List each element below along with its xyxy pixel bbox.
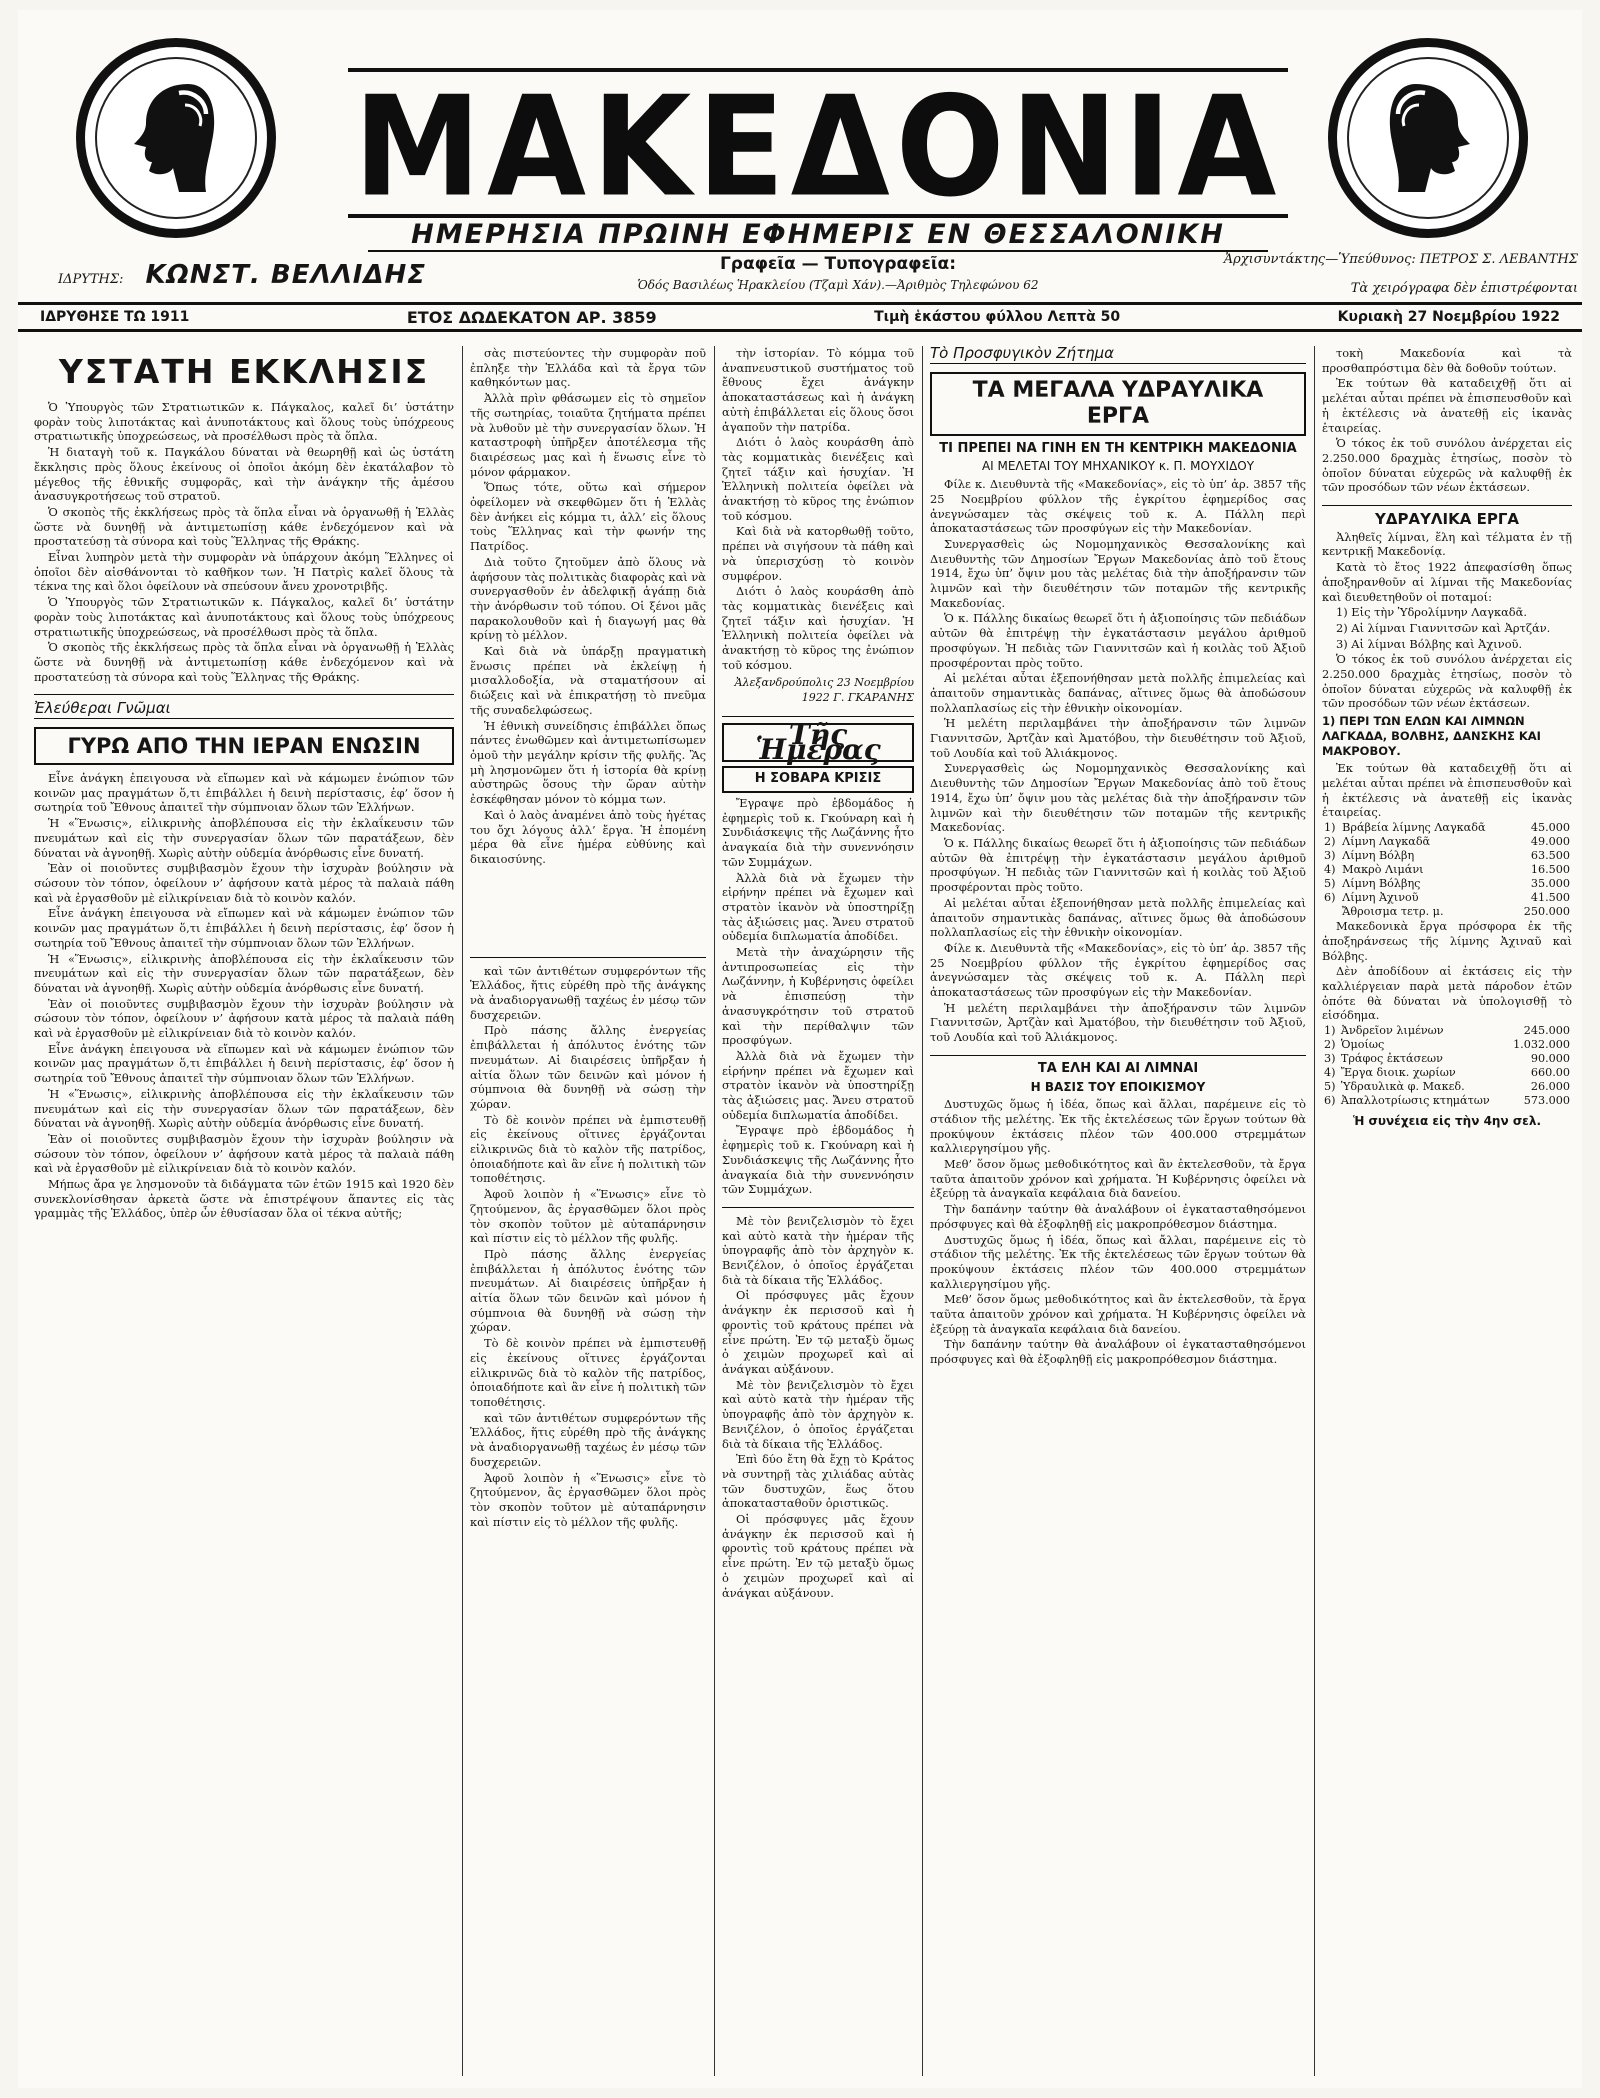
paragraph: Μακεδονικὰ ἔργα πρόσφορα ἐκ τῆς ἀποξηράνσεως τῆς λίμνης Ἀχιναῦ καὶ Βόλβης. bbox=[1322, 919, 1572, 963]
paragraph: Ἀλλὰ πρὶν φθάσωμεν εἰς τὸ σημεῖον τῆς σωτηρίας, τοιαῦτα ζητήματα πρέπει νὰ λυθοῦν μὲ τὴν συνεργασίαν ὅλων. Ἡ καταστροφὴ ὑπῆρξεν ἀποτέλεσμα τῆς διαιρέσεως μας καὶ ἡ ἕνωσις εἶνε τὸ μόνον φάρμακον. bbox=[470, 391, 706, 479]
paragraph: Τὴν δαπάνην ταύτην θὰ ἀναλάβουν οἱ ἐγκατασταθησόμενοι πρόσφυγες καὶ θὰ ἐξοφληθῇ εἰς μακροπρόθεσμον διάστημα. bbox=[930, 1202, 1306, 1231]
article-signature: Ἀλεξανδρούπολις 23 Νοεμβρίου 1922 Γ. ΓΚΑΡΑΝΗΣ bbox=[734, 676, 914, 705]
paragraph: Μήπως ἄρα γε λησμονοῦν τὰ διδάγματα τῶν ἐτῶν 1915 καὶ 1920 δὲν συνεκλονίσθησαν ἀρκετὰ ὥστε νὰ ἐπιστρέψουν ἅπαντες εἰς τὰς γραμμὰς τῆς Ἑλλάδος, ὑπὲρ ὧν ἐθυσίασαν ὅλα οἱ τέκνα αὐτῆς; bbox=[34, 1177, 454, 1221]
column-rule bbox=[714, 346, 715, 2076]
row-value: 1.032.000 bbox=[1513, 1038, 1570, 1052]
paragraph: Ἡ ἐθνικὴ συνείδησις ἐπιβάλλει ὅπως πάντες ἐνωθῶμεν καὶ ἀντιμετωπίσωμεν ὁμοῦ τὴν μεγάλην κρίσιν τῆς φυλῆς. Ἂς μὴ λησμονῶμεν ὅτι ἡ ἱστορία θὰ κρίνῃ αὐστηρῶς ὅσους τὴν ὥραν αὐτὴν ἐσκέφθησαν μόνον τὸ κόμμα των. bbox=[470, 718, 706, 807]
cost-table-2 bbox=[1322, 1024, 1572, 1108]
paragraph: Δὲν ἀποδίδουν αἱ ἐκτάσεις εἰς τὴν καλλιέργειαν παρὰ μετὰ πάροδον ἐτῶν ὁπότε θὰ δύναται νὰ ὑπολογισθῇ τὸ εἰσόδημα. bbox=[1322, 964, 1572, 1023]
article-subheadline: Η ΒΑΣΙΣ ΤΟΥ ΕΠΟΙΚΙΣΜΟΥ bbox=[1030, 1079, 1206, 1094]
paragraph: Δυστυχῶς ὅμως ἡ ἰδέα, ὅπως καὶ ἄλλαι, παρέμεινε εἰς τὸ στάδιον τῆς μελέτης. Ἐκ τῆς ἐκτελέσεως τῶν ἔργων τούτων θὰ προκύψουν ἐκτάσεις πλέον τῶν 400.000 στρεμμάτων καλλιεργησίμου γῆς. bbox=[930, 1232, 1306, 1291]
paragraph: Φίλε κ. Διευθυντὰ τῆς «Μακεδονίας», εἰς τὸ ὑπ’ ἀρ. 3857 τῆς 25 Νοεμβρίου φύλλον τῆς ἐγκρίτου ἐφημερίδος σας ἀνεγνώσαμεν τὰς σκέψεις τοῦ κ. Α. Πάλλη περὶ ἀποκαταστάσεως τῶν προσφύγων εἰς τὴν Μακεδονίαν. bbox=[930, 940, 1306, 1000]
paragraph: Μὲ τὸν βενιζελισμὸν τὸ ἔχει καὶ αὐτὸ κατὰ τὴν ἡμέραν τῆς ὑπογραφῆς ἀπὸ τὸν ἀρχηγὸν κ. Βενιζέλον, ὁ ὁποῖος ἐργάζεται διὰ τὰ δίκαια τῆς Ἑλλάδος. bbox=[722, 1213, 914, 1287]
paragraph: Ἀλλὰ διὰ νὰ ἔχωμεν τὴν εἰρήνην πρέπει νὰ ἔχωμεν καὶ στρατὸν ἱκανὸν νὰ ὑποστηρίξῃ τὰς ἀξιώσεις μας. Ἄνευ στρατοῦ οὐδεμία διπλωματία ἀποδίδει. bbox=[722, 1048, 914, 1122]
paragraph: Ἡ διαταγὴ τοῦ κ. Παγκάλου δύναται νὰ θεωρηθῇ καὶ ὡς ὑστάτη ἔκκλησις πρὸς ὅλους ἐκείνους οἱ ὁποῖοι ἀκόμη δὲν ἐκατάλαβον τὸ μέγεθος τῆς ἐθνικῆς συμφορᾶς, καὶ τὴν ἀνάγκην τῆς ἀμέσου ἀνασυγκροτήσεως τοῦ στρατοῦ. bbox=[34, 445, 454, 504]
column-rule bbox=[462, 346, 463, 2076]
paragraph: τοκὴ Μακεδονία καὶ τὰ προσθαπρόστιμα δὲν θὰ δοθοῦν τούτων. bbox=[1322, 346, 1572, 375]
row-label: Ὁμοίως bbox=[1340, 1038, 1385, 1052]
row-number: 1) bbox=[1324, 821, 1336, 835]
section-rubric: Τῆς Ἡμέρας bbox=[722, 723, 914, 762]
paragraph: Εἶνε ἀνάγκη ἐπειγουσα νὰ εἴπωμεν καὶ νὰ κάμωμεν ἐνώπιον τῶν κοινῶν μας πραγμάτων ὅ,τι ἐπιβάλλει ἡ δεινὴ περίστασις, ἐφ’ ὅσον ἡ σωτηρία τοῦ Ἔθνους ἀπαιτεῖ τὴν σύμπνοιαν ὅλων τῶν Ἑλλήνων. bbox=[34, 771, 454, 815]
row-value: 16.500 bbox=[1530, 863, 1570, 877]
paragraph: Οἱ πρόσφυγες μᾶς ἔχουν ἀνάγκην ἐκ περισσοῦ καὶ ἡ φροντὶς τοῦ κράτους πρέπει νὰ εἶνε πρώτη. Ἐν τῷ μεταξὺ ὅμως ὁ χειμὼν προχωρεῖ καὶ αἱ ἀνάγκαι αὐξάνουν. bbox=[722, 1512, 914, 1600]
paragraph: Αἱ μελέται αὗται ἐξεπονήθησαν μετὰ πολλῆς ἐπιμελείας καὶ ἀπαιτοῦν σημαντικὰς δαπάνας, αἵτινες ὅμως θὰ ἀποδώσουν πολλαπλασίως εἰς τὴν ἐθνικὴν οἰκονομίαν. bbox=[930, 895, 1306, 940]
paragraph: Διότι ὁ λαὸς κουράσθη ἀπὸ τὰς κομματικὰς διενέξεις καὶ ζητεῖ τάξιν καὶ ἡσυχίαν. Ἡ Ἑλληνικὴ πολιτεία ὀφείλει νὰ ἀνακτήσῃ τὸ κῦρος της ἐνώπιον τοῦ κόσμου. bbox=[722, 584, 914, 672]
newspaper-page bbox=[18, 10, 1582, 2088]
article-headline: ΥΔΡΑΥΛΙΚΑ ΕΡΓΑ bbox=[1375, 510, 1519, 529]
row-number: 2) bbox=[1324, 835, 1336, 849]
section-rubric: Ἐλεύθεραι Γνῶμαι bbox=[34, 701, 454, 719]
paragraph: Ὁ σκοπὸς τῆς ἐκκλήσεως πρὸς τὰ ὅπλα εἶναι νὰ ὀργανωθῇ ἡ Ἑλλὰς ὥστε νὰ δυνηθῇ νὰ ἀντιμετωπίσῃ κάθε ἐνδεχόμενον καὶ νὰ προστατεύσῃ τὰ σύνορα καὶ τοὺς Ἕλληνας τῆς Θράκης. bbox=[34, 504, 454, 549]
table-row bbox=[1322, 835, 1572, 849]
total-label: Ἄθροισμα τετρ. μ. bbox=[1342, 905, 1444, 919]
list-line: 3) Αἱ λίμναι Βόλβης καὶ Ἀχινοῦ. bbox=[1336, 636, 1523, 651]
paragraph: Εἶναι λυπηρὸν μετὰ τὴν συμφορὰν νὰ ὑπάρχουν ἀκόμη Ἕλληνες οἱ ὁποῖοι δὲν αἰσθάνονται τὸ καθῆκον των. Ἡ Πατρὶς καλεῖ ὅλους τὰ τέκνα της καὶ ὅλοι ὀφείλουν νὰ σπεύσουν ἄνευ χρονοτριβῆς. bbox=[34, 550, 454, 594]
paragraph: Συνεργασθεὶς ὡς Νομομηχανικὸς Θεσσαλονίκης καὶ Διευθυντὴς τῶν Δημοσίων Ἔργων Μακεδονίας ἀπὸ τοῦ ἔτους 1914, ἔχω ὑπ’ ὄψιν μου τὰς μελέτας διὰ τὴν ἀποξήρανσιν τῶν λιμνῶν καὶ τὴν διευθέτησιν τῶν ποταμῶν τῆς κεντρικῆς Μακεδονίας. bbox=[930, 761, 1306, 835]
row-number: 1) bbox=[1324, 1024, 1336, 1038]
row-label: Ἀπαλλοτρίωσις κτημάτων bbox=[1340, 1094, 1490, 1108]
paragraph: Τὸ δὲ κοινὸν πρέπει νὰ ἐμπιστευθῇ εἰς ἐκείνους οἵτινες ἐργάζονται εἰλικρινῶς διὰ τὸ καλὸν τῆς πατρίδος, ὁποιαδήποτε καὶ ἂν εἶνε ἡ πολιτικὴ τῶν τοποθέτησις. bbox=[470, 1112, 706, 1186]
table-row bbox=[1322, 877, 1572, 891]
row-value: 45.000 bbox=[1530, 821, 1570, 835]
article-byline: ΑΙ ΜΕΛΕΤΑΙ ΤΟΥ ΜΗΧΑΝΙΚΟΥ κ. Π. ΜΟΥΧΙΔΟΥ bbox=[981, 459, 1255, 474]
list-heading: 1) ΠΕΡΙ ΤΩΝ ΕΛΩΝ ΚΑΙ ΛΙΜΝΩΝ ΛΑΓΚΑΔΑ, ΒΟΛΒΗΣ, ΔΑΝΣΚΗΣ ΚΑΙ ΜΑΚΡΟΒΟΥ. bbox=[1322, 714, 1541, 758]
paragraph: σὰς πιστεύοντες τὴν συμφορὰν ποῦ ἐπληξε τὴν Ἑλλάδα καὶ τὰ ἔργα τῶν καθηκόντων μας. bbox=[470, 346, 706, 390]
newspaper-subtitle: ΗΜΕΡΗΣΙΑ ΠΡΩΙΝΗ ΕΦΗΜΕΡΙΣ ΕΝ ΘΕΣΣΑΛΟΝΙΚΗ bbox=[368, 218, 1268, 252]
paragraph: τὴν ἱστορίαν. Τὸ κόμμα τοῦ ἀναπνευστικοῦ συστήματος τοῦ ἔθνους ἔχει ἀνάγκην ἀποκαταστάσεως καὶ ἡ ἀνάγκη αὐτὴ ἐπιβάλλεται εἰς ὅλους ὅσοι ἀγαποῦν τὴν πατρίδα. bbox=[722, 346, 914, 434]
paragraph: Ὁ Ὑπουργὸς τῶν Στρατιωτικῶν κ. Πάγκαλος, καλεῖ δι’ ὑστάτην φορὰν τοὺς λιποτάκτας καὶ ἀνυποτάκτους καὶ ὅλους τοὺς ὑπόχρεους στρατιωτικῆς ὑποχρεώσεως, νὰ προσέλθωσι πρὸς τὰ ὅπλα. bbox=[34, 595, 454, 639]
paragraph: Οἱ πρόσφυγες μᾶς ἔχουν ἀνάγκην ἐκ περισσοῦ καὶ ἡ φροντὶς τοῦ κράτους πρέπει νὰ εἶνε πρώτη. Ἐν τῷ μεταξὺ ὅμως ὁ χειμὼν προχωρεῖ καὶ αἱ ἀνάγκαι αὐξάνουν. bbox=[722, 1288, 914, 1376]
paragraph: Ὁ κ. Πάλλης δικαίως θεωρεῖ ὅτι ἡ ἀξιοποίησις τῶν πεδιάδων αὐτῶν θὰ ἐπιτρέψῃ τὴν ἐγκατάστασιν μεγάλου ἀριθμοῦ προσφύγων. Ἡ πεδιὰς τῶν Γιαννιτσῶν καὶ ἡ κοιλὰς τοῦ Ἀξιοῦ προσφέρονται πρὸς τοῦτο. bbox=[930, 611, 1306, 670]
offices-block bbox=[558, 254, 1118, 292]
paragraph: Ὁ τόκος ἐκ τοῦ συνόλου ἀνέρχεται εἰς 2.250.000 δραχμὰς ἐτησίως, ποσὸν τὸ ὁποῖον δύναται εὐχερῶς νὰ καλυφθῇ ἐκ τῶν προσόδων τῶν νέων ἐκτάσεων. bbox=[1322, 652, 1572, 711]
table-total-row bbox=[1322, 905, 1572, 919]
founder-label: ΙΔΡΥΤΗΣ: bbox=[58, 272, 124, 287]
paragraph: Διότι ὁ λαὸς κουράσθη ἀπὸ τὰς κομματικὰς διενέξεις καὶ ζητεῖ τάξιν καὶ ἡσυχίαν. Ἡ Ἑλληνικὴ πολιτεία ὀφείλει νὰ ἀνακτήσῃ τὸ κῦρος της ἐνώπιον τοῦ κόσμου. bbox=[722, 435, 914, 523]
paragraph: Αἱ μελέται αὗται ἐξεπονήθησαν μετὰ πολλῆς ἐπιμελείας καὶ ἀπαιτοῦν σημαντικὰς δαπάνας, αἵτινες ὅμως θὰ ἀποδώσουν πολλαπλασίως εἰς τὴν ἐθνικὴν οἰκονομίαν. bbox=[930, 671, 1306, 715]
section-divider bbox=[1322, 505, 1572, 506]
right-coin-emblem bbox=[1328, 38, 1528, 238]
paragraph: Ἐὰν οἱ ποιοῦντες συμβιβασμὸν ἔχουν τὴν ἰσχυρὰν βούλησιν νὰ σώσουν τὸν τόπον, ὀφείλουν ν’ ἀφήσουν κατὰ μέρος τὰ παλαιὰ πάθη καὶ νὰ ἐργασθοῦν μὲ εἰλικρίνειαν διὰ τὸ κοινὸν καλόν. bbox=[34, 861, 454, 905]
row-number: 6) bbox=[1324, 1094, 1336, 1108]
row-number: 4) bbox=[1324, 863, 1336, 877]
article-headline: ΓΥΡΩ ΑΠΟ ΤΗΝ ΙΕΡΑΝ ΕΝΩΣΙΝ bbox=[34, 727, 454, 765]
offices-address: Ὁδός Βασιλέως Ἡρακλείου (Τζαμὶ Χάν).—Ἀριθμὸς Τηλεφώνου 62 bbox=[637, 278, 1039, 292]
masthead bbox=[18, 10, 1582, 327]
paragraph: Φίλε κ. Διευθυντὰ τῆς «Μακεδονίας», εἰς τὸ ὑπ’ ἀρ. 3857 τῆς 25 Νοεμβρίου φύλλον τῆς ἐγκρίτου ἐφημερίδος σας ἀνεγνώσαμεν τὰς σκέψεις τοῦ κ. Α. Πάλλη περὶ ἀποκαταστάσεως τῶν προσφύγων εἰς τὴν Μακεδονίαν. bbox=[930, 477, 1306, 536]
paragraph: Δυστυχῶς ὅμως ἡ ἰδέα, ὅπως καὶ ἄλλαι, παρέμεινε εἰς τὸ στάδιον τῆς μελέτης. Ἐκ τῆς ἐκτελέσεως τῶν ἔργων τούτων θὰ προκύψουν ἐκτάσεις πλέον τῶν 400.000 στρεμμάτων καλλιεργησίμου γῆς. bbox=[930, 1097, 1306, 1156]
paragraph: Ὅπως τότε, οὕτω καὶ σήμερον ὀφείλομεν νὰ σκεφθῶμεν ὅτι ἡ Ἑλλὰς δὲν ἀνήκει εἰς κόμμα τι, ἀλλ’ εἰς ὅλους τοὺς Ἕλληνας καὶ τὴν φωνήν της Πατρίδος. bbox=[470, 480, 706, 554]
paragraph: Ἀφοῦ λοιπὸν ἡ «Ἕνωσις» εἶνε τὸ ζητούμενον, ἂς ἐργασθῶμεν ὅλοι πρὸς τὸν σκοπὸν τοῦτον μὲ αὐταπάρνησιν καὶ πίστιν εἰς τὸ μέλλον τῆς φυλῆς. bbox=[470, 1470, 706, 1529]
left-coin-emblem bbox=[76, 38, 276, 238]
column-rule bbox=[922, 346, 923, 2076]
offices-title: Γραφεῖα — Τυπογραφεῖα: bbox=[719, 254, 957, 274]
article-headline: ΥΣΤΑΤΗ ΕΚΚΛΗΣΙΣ bbox=[58, 352, 430, 391]
editor-line: Ἀρχισυντάκτης—Ὑπεύθυνος: ΠΕΤΡΟΣ Σ. ΛΕΒΑΝΤΗΣ bbox=[1223, 252, 1578, 267]
article-headline: ΤΑ ΜΕΓΑΛΑ ΥΔΡΑΥΛΙΚΑ ΕΡΓΑ bbox=[930, 372, 1306, 436]
editor-block bbox=[1158, 252, 1578, 296]
issue-info-bar bbox=[18, 302, 1582, 332]
paragraph: Ἀληθεῖς λίμναι, ἕλη καὶ τέλματα ἐν τῇ κεντρικῇ Μακεδονίᾳ. bbox=[1322, 529, 1572, 559]
row-number: 5) bbox=[1324, 877, 1336, 891]
paragraph: Ἡ «Ἕνωσις», εἰλικρινὴς ἀποβλέπουσα εἰς τὴν ἐκλαΐκευσιν τῶν πνευμάτων καὶ εἰς τὴν συνεργασίαν ὅλων τῶν παρατάξεων, δὲν δύναται νὰ ἀγνοηθῇ. Χωρὶς αὐτὴν οὐδεμία ἀνόρθωσις εἶνε δυνατή. bbox=[34, 1086, 454, 1131]
row-label: Ἀνδρεῖον λιμένων bbox=[1340, 1024, 1444, 1038]
paragraph: Μεθ’ ὅσον ὅμως μεθοδικότητος καὶ ἂν ἐκτελεσθοῦν, τὰ ἔργα ταῦτα ἀπαιτοῦν χρόνον καὶ χρήματα. Ἡ Κυβέρνησις ὀφείλει νὰ ἐξεύρῃ τὰ ἀναγκαῖα κεφάλαια διὰ δανείου. bbox=[930, 1157, 1306, 1201]
row-number: 6) bbox=[1324, 891, 1336, 905]
paragraph: Ὁ σκοπὸς τῆς ἐκκλήσεως πρὸς τὰ ὅπλα εἶναι νὰ ὀργανωθῇ ἡ Ἑλλὰς ὥστε νὰ δυνηθῇ νὰ ἀντιμετωπίσῃ κάθε ἐνδεχόμενον καὶ νὰ προστατεύσῃ τὰ σύνορα καὶ τοὺς Ἕλληνας τῆς Θράκης. bbox=[34, 640, 454, 684]
paragraph: Ἐκ τούτων θὰ καταδειχθῇ ὅτι αἱ μελέται αὗται πρέπει νὰ ἐπισπευσθοῦν καὶ ἡ ἐκτέλεσις νὰ ἀνατεθῇ εἰς ἱκανὰς ἑταιρείας. bbox=[1322, 761, 1572, 820]
founded-year: ΙΔΡΥΘΗΣΕ ΤΩ 1911 bbox=[40, 309, 190, 325]
article-headline: ΤΑ ΕΛΗ ΚΑΙ ΑΙ ΛΙΜΝΑΙ bbox=[1037, 1060, 1199, 1076]
paragraph: Διὰ τοῦτο ζητοῦμεν ἀπὸ ὅλους νὰ ἀφήσουν τὰς πολιτικὰς διαφορὰς καὶ νὰ συνεργασθοῦν ἐν ἀδελφικῇ ἀγάπῃ διὰ τὴν ἀνόρθωσιν τοῦ τόπου. Οἱ ξένοι μᾶς παρακολουθοῦν καὶ ἡ διαγωγή μας θὰ κρίνῃ τὸ μέλλον. bbox=[470, 554, 706, 643]
table-row bbox=[1322, 891, 1572, 905]
paragraph: Ἐὰν οἱ ποιοῦντες συμβιβασμὸν ἔχουν τὴν ἰσχυρὰν βούλησιν νὰ σώσουν τὸν τόπον, ὀφείλουν ν’ ἀφήσουν κατὰ μέρος τὰ παλαιὰ πάθη καὶ νὰ ἐργασθοῦν μὲ εἰλικρίνειαν διὰ τὸ κοινὸν καλόν. bbox=[34, 996, 454, 1041]
row-number: 2) bbox=[1324, 1038, 1336, 1052]
section-divider bbox=[34, 694, 454, 695]
row-value: 41.500 bbox=[1530, 891, 1570, 905]
section-divider bbox=[722, 1207, 914, 1208]
table-row bbox=[1322, 1066, 1572, 1080]
table-row bbox=[1322, 821, 1572, 835]
editor-note: Τὰ χειρόγραφα δὲν ἐπιστρέφονται bbox=[1350, 281, 1578, 296]
table-row bbox=[1322, 1080, 1572, 1094]
list-line: 2) Αἱ λίμναι Γιαννιτσῶν καὶ Ἀρτζάν. bbox=[1336, 620, 1551, 635]
row-value: 90.000 bbox=[1530, 1052, 1570, 1066]
paragraph: Ὁ κ. Πάλλης δικαίως θεωρεῖ ὅτι ἡ ἀξιοποίησις τῶν πεδιάδων αὐτῶν θὰ ἐπιτρέψῃ τὴν ἐγκατάστασιν μεγάλου ἀριθμοῦ προσφύγων. Ἡ πεδιὰς τῶν Γιαννιτσῶν καὶ ἡ κοιλὰς τοῦ Ἀξιοῦ προσφέρονται πρὸς τοῦτο. bbox=[930, 835, 1306, 895]
row-number: 4) bbox=[1324, 1066, 1336, 1080]
row-label: Λίμνη Βόλβη bbox=[1342, 849, 1415, 863]
row-label: Ὑδραυλικὰ φ. Μακεδ. bbox=[1340, 1080, 1465, 1094]
paragraph: Πρὸ πάσης ἄλλης ἐνεργείας ἐπιβάλλεται ἡ ἀπόλυτος ἑνότης τῶν πνευμάτων. Αἱ διαιρέσεις ὑπῆρξαν ἡ αἰτία ὅλων τῶν δεινῶν καὶ μόνον ἡ σύμπνοια θὰ δυνηθῇ νὰ σώσῃ τὴν χώραν. bbox=[470, 1246, 706, 1335]
issue-price: Τιμὴ ἑκάστου φύλλου Λεπτὰ 50 bbox=[874, 309, 1121, 325]
row-label: Λίμνη Βόλβης bbox=[1342, 877, 1421, 891]
row-value: 573.000 bbox=[1523, 1094, 1570, 1108]
table-row bbox=[1322, 1038, 1572, 1052]
continued-note: Ἡ συνέχεια εἰς τὴν 4ην σελ. bbox=[1352, 1114, 1542, 1129]
row-label: Λίμνη Λαγκαδᾶ bbox=[1342, 835, 1431, 849]
row-value: 63.500 bbox=[1530, 849, 1570, 863]
row-value: 660.00 bbox=[1530, 1066, 1570, 1080]
paragraph: Καὶ διὰ νὰ ὑπάρξῃ πραγματικὴ ἕνωσις πρέπει νὰ ἐκλείψῃ ἡ μισαλλοδοξία, νὰ σταματήσουν αἱ διώξεις καὶ νὰ ἐπικρατήσῃ τὸ πνεῦμα τῆς συναδελφώσεως. bbox=[470, 644, 706, 717]
paragraph: καὶ τῶν ἀντιθέτων συμφερόντων τῆς Ἑλλάδος, ἥτις εὑρέθη πρὸ τῆς ἀνάγκης νὰ ἀναδιοργανωθῇ ταχέως ἐν μέσῳ τῶν δυσχερειῶν. bbox=[470, 963, 706, 1022]
row-label: Λίμνη Ἀχινοῦ bbox=[1342, 891, 1419, 905]
section-divider bbox=[470, 957, 706, 958]
paragraph: Ἡ «Ἕνωσις», εἰλικρινὴς ἀποβλέπουσα εἰς τὴν ἐκλαΐκευσιν τῶν πνευμάτων καὶ εἰς τὴν συνεργασίαν ὅλων τῶν παρατάξεων, δὲν δύναται νὰ ἀγνοηθῇ. Χωρὶς αὐτὴν οὐδεμία ἀνόρθωσις εἶνε δυνατή. bbox=[34, 816, 454, 860]
table-row bbox=[1322, 849, 1572, 863]
cost-table bbox=[1322, 821, 1572, 919]
paragraph: Εἶνε ἀνάγκη ἐπειγουσα νὰ εἴπωμεν καὶ νὰ κάμωμεν ἐνώπιον τῶν κοινῶν μας πραγμάτων ὅ,τι ἐπιβάλλει ἡ δεινὴ περίστασις, ἐφ’ ὅσον ἡ σωτηρία τοῦ Ἔθνους ἀπαιτεῖ τὴν σύμπνοιαν ὅλων τῶν Ἑλλήνων. bbox=[34, 906, 454, 950]
section-divider bbox=[930, 1055, 1306, 1056]
table-row bbox=[1322, 1052, 1572, 1066]
paragraph: Τὴν δαπάνην ταύτην θὰ ἀναλάβουν οἱ ἐγκατασταθησόμενοι πρόσφυγες καὶ θὰ ἐξοφληθῇ εἰς μακροπρόθεσμον διάστημα. bbox=[930, 1337, 1306, 1367]
total-value: 250.000 bbox=[1523, 905, 1570, 919]
paragraph: Ἀφοῦ λοιπὸν ἡ «Ἕνωσις» εἶνε τὸ ζητούμενον, ἂς ἐργασθῶμεν ὅλοι πρὸς τὸν σκοπὸν τοῦτον μὲ αὐταπάρνησιν καὶ πίστιν εἰς τὸ μέλλον τῆς φυλῆς. bbox=[470, 1187, 706, 1246]
paragraph: Ἔγραψε πρὸ ἑβδομάδος ἡ ἐφημερὶς τοῦ κ. Γκούναρη καὶ ἡ Συνδιάσκεψις τῆς Λωζάννης ἦτο ἀναγκαία διὰ τὴν συνεννόησιν τῶν Συμμάχων. bbox=[722, 795, 914, 869]
row-value: 26.000 bbox=[1530, 1080, 1570, 1094]
paragraph: Ἡ μελέτη περιλαμβάνει τὴν ἀποξήρανσιν τῶν λιμνῶν Γιαννιτσῶν, Ἀρτζὰν καὶ Ἀματόβου, τὴν διευθέτησιν τοῦ Ἀξιοῦ, τοῦ Λουδία καὶ τοῦ Ἁλιάκμονος. bbox=[930, 716, 1306, 760]
founder-block bbox=[58, 260, 426, 290]
paragraph: Ἐὰν οἱ ποιοῦντες συμβιβασμὸν ἔχουν τὴν ἰσχυρὰν βούλησιν νὰ σώσουν τὸν τόπον, ὀφείλουν ν’ ἀφήσουν κατὰ μέρος τὰ παλαιὰ πάθη καὶ νὰ ἐργασθοῦν μὲ εἰλικρίνειαν διὰ τὸ κοινὸν καλόν. bbox=[34, 1131, 454, 1176]
column-2 bbox=[470, 346, 706, 2076]
table-row bbox=[1322, 863, 1572, 877]
column-6 bbox=[1322, 346, 1572, 2076]
newspaper-title: ΜΑΚΕΔΟΝΙΑ bbox=[353, 66, 1283, 228]
row-value: 245.000 bbox=[1523, 1024, 1570, 1038]
paragraph: Ἡ μελέτη περιλαμβάνει τὴν ἀποξήρανσιν τῶν λιμνῶν Γιαννιτσῶν, Ἀρτζὰν καὶ Ἀματόβου, τὴν διευθέτησιν τοῦ Ἀξιοῦ, τοῦ Λουδία καὶ τοῦ Ἁλιάκμονος. bbox=[930, 1000, 1306, 1045]
paragraph: Ἀλλὰ διὰ νὰ ἔχωμεν τὴν εἰρήνην πρέπει νὰ ἔχωμεν καὶ στρατὸν ἱκανὸν νὰ ὑποστηρίξῃ τὰς ἀξιώσεις μας. Ἄνευ στρατοῦ οὐδεμία διπλωματία ἀποδίδει. bbox=[722, 870, 914, 944]
paragraph: Ἡ «Ἕνωσις», εἰλικρινὴς ἀποβλέπουσα εἰς τὴν ἐκλαΐκευσιν τῶν πνευμάτων καὶ εἰς τὴν συνεργασίαν ὅλων τῶν παρατάξεων, δὲν δύναται νὰ ἀγνοηθῇ. Χωρὶς αὐτὴν οὐδεμία ἀνόρθωσις εἶνε δυνατή. bbox=[34, 951, 454, 995]
row-label: Ἔργα διοικ. χωρίων bbox=[1340, 1066, 1456, 1080]
paragraph: Καὶ διὰ νὰ κατορθωθῇ τοῦτο, πρέπει νὰ σιγήσουν τὰ πάθη καὶ νὰ ὑπερισχύσῃ τὸ κοινὸν συμφέρον. bbox=[722, 524, 914, 583]
column-rule bbox=[1314, 346, 1315, 2076]
table-row bbox=[1322, 1094, 1572, 1108]
row-label: Τράφος ἐκτάσεων bbox=[1340, 1052, 1443, 1066]
paragraph: Πρὸ πάσης ἄλλης ἐνεργείας ἐπιβάλλεται ἡ ἀπόλυτος ἑνότης τῶν πνευμάτων. Αἱ διαιρέσεις ὑπῆρξαν ἡ αἰτία ὅλων τῶν δεινῶν καὶ μόνον ἡ σύμπνοια θὰ δυνηθῇ νὰ σώσῃ τὴν χώραν. bbox=[470, 1023, 706, 1111]
paragraph: Ὁ Ὑπουργὸς τῶν Στρατιωτικῶν κ. Πάγκαλος, καλεῖ δι’ ὑστάτην φορὰν τοὺς λιποτάκτας καὶ ἀνυποτάκτους καὶ ὅλους τοὺς ὑπόχρεους στρατιωτικῆς ὑποχρεώσεως, νὰ προσέλθωσι πρὸς τὰ ὅπλα. bbox=[34, 400, 454, 444]
paragraph: Μετὰ τὴν ἀναχώρησιν τῆς ἀντιπροσωπείας εἰς τὴν Λωζάννην, ἡ Κυβέρνησις ὀφείλει νὰ ἐπισπεύσῃ τὴν ἀνασυγκρότησιν τοῦ στρατοῦ καὶ τὴν περίθαλψιν τῶν προσφύγων. bbox=[722, 945, 914, 1048]
paragraph: Κατὰ τὸ ἔτος 1922 ἀπεφασίσθη ὅπως ἀποξηρανθοῦν αἱ λίμναι τῆς Μακεδονίας καὶ διευθετηθοῦν οἱ ποταμοί: bbox=[1322, 560, 1572, 604]
row-number: 5) bbox=[1324, 1080, 1336, 1094]
row-value: 49.000 bbox=[1530, 835, 1570, 849]
masthead-title-box bbox=[348, 66, 1288, 228]
row-number: 3) bbox=[1324, 849, 1336, 863]
paragraph: Μεθ’ ὅσον ὅμως μεθοδικότητος καὶ ἂν ἐκτελεσθοῦν, τὰ ἔργα ταῦτα ἀπαιτοῦν χρόνον καὶ χρήματα. Ἡ Κυβέρνησις ὀφείλει νὰ ἐξεύρῃ τὰ ἀναγκαῖα κεφάλαια διὰ δανείου. bbox=[930, 1292, 1306, 1336]
paragraph: Ὁ τόκος ἐκ τοῦ συνόλου ἀνέρχεται εἰς 2.250.000 δραχμὰς ἐτησίως, ποσὸν τὸ ὁποῖον δύναται εὐχερῶς νὰ καλυφθῇ ἐκ τῶν προσόδων τῶν νέων ἐκτάσεων. bbox=[1322, 436, 1572, 495]
row-label: Μακρὸ Λιμάνι bbox=[1342, 863, 1424, 877]
paragraph: Καὶ ὁ λαὸς ἀναμένει ἀπὸ τοὺς ἡγέτας του ὄχι λόγους ἀλλ’ ἔργα. Ἡ ἑπομένη μέρα θὰ εἶνε ἡμέρα εὐθύνης καὶ δικαιοσύνης. bbox=[470, 807, 706, 866]
column-5 bbox=[930, 346, 1306, 2076]
issue-number: ΕΤΟΣ ΔΩΔΕΚΑΤΟΝ ΑΡ. 3859 bbox=[406, 307, 657, 327]
paragraph: Τὸ δὲ κοινὸν πρέπει νὰ ἐμπιστευθῇ εἰς ἐκείνους οἵτινες ἐργάζονται εἰλικρινῶς διὰ τὸ καλὸν τῆς πατρίδος, ὁποιαδήποτε καὶ ἂν εἶνε ἡ πολιτικὴ τῶν τοποθέτησις. bbox=[470, 1336, 706, 1409]
section-divider bbox=[722, 716, 914, 717]
section-rubric: Τὸ Προσφυγικὸν Ζήτημα bbox=[930, 346, 1306, 364]
table-row bbox=[1322, 1024, 1572, 1038]
founder-name: ΚΩΝΣΤ. ΒΕΛΛΙΔΗΣ bbox=[145, 260, 427, 290]
paragraph: Ἐκ τούτων θὰ καταδειχθῇ ὅτι αἱ μελέται αὗται πρέπει νὰ ἐπισπευσθοῦν καὶ ἡ ἐκτέλεσις νὰ ἀνατεθῇ εἰς ἱκανὰς ἑταιρείας. bbox=[1322, 376, 1572, 435]
paragraph: Συνεργασθεὶς ὡς Νομομηχανικὸς Θεσσαλονίκης καὶ Διευθυντὴς τῶν Δημοσίων Ἔργων Μακεδονίας ἀπὸ τοῦ ἔτους 1914, ἔχω ὑπ’ ὄψιν μου τὰς μελέτας διὰ τὴν ἀποξήρανσιν τῶν λιμνῶν καὶ τὴν διευθέτησιν τῶν ποταμῶν τῆς κεντρικῆς Μακεδονίας. bbox=[930, 536, 1306, 610]
paragraph: Ἔγραψε πρὸ ἑβδομάδος ἡ ἐφημερὶς τοῦ κ. Γκούναρη καὶ ἡ Συνδιάσκεψις τῆς Λωζάννης ἦτο ἀναγκαία διὰ τὴν συνεννόησιν τῶν Συμμάχων. bbox=[722, 1123, 914, 1197]
list-line: 1) Εἰς τὴν Ὑδρολίμνην Λαγκαδᾶ. bbox=[1336, 605, 1527, 620]
paragraph: Μὲ τὸν βενιζελισμὸν τὸ ἔχει καὶ αὐτὸ κατὰ τὴν ἡμέραν τῆς ὑπογραφῆς ἀπὸ τὸν ἀρχηγὸν κ. Βενιζέλον, ὁ ὁποῖος ἐργάζεται διὰ τὰ δίκαια τῆς Ἑλλάδος. bbox=[722, 1377, 914, 1451]
row-label: Βράβεία λίμνης Λαγκαδᾶ bbox=[1342, 821, 1486, 835]
paragraph: Ἐπὶ δύο ἔτη θὰ ἔχῃ τὸ Κράτος νὰ συντηρῇ τὰς χιλιάδας αὐτὰς τῶν δυστυχῶν, ἕως ὅτου ἀποκατασταθοῦν ὁριστικῶς. bbox=[722, 1452, 914, 1511]
issue-date: Κυριακὴ 27 Νοεμβρίου 1922 bbox=[1337, 309, 1560, 325]
column-3 bbox=[722, 346, 914, 2076]
paragraph: Εἶνε ἀνάγκη ἐπειγουσα νὰ εἴπωμεν καὶ νὰ κάμωμεν ἐνώπιον τῶν κοινῶν μας πραγμάτων ὅ,τι ἐπιβάλλει ἡ δεινὴ περίστασις, ἐφ’ ὅσον ἡ σωτηρία τοῦ Ἔθνους ἀπαιτεῖ τὴν σύμπνοιαν ὅλων τῶν Ἑλλήνων. bbox=[34, 1041, 454, 1086]
paragraph: καὶ τῶν ἀντιθέτων συμφερόντων τῆς Ἑλλάδος, ἥτις εὑρέθη πρὸ τῆς ἀνάγκης νὰ ἀναδιοργανωθῇ ταχέως ἐν μέσῳ τῶν δυσχερειῶν. bbox=[470, 1410, 706, 1469]
column-1 bbox=[34, 346, 454, 2076]
row-number: 3) bbox=[1324, 1052, 1336, 1066]
article-subheadline: ΤΙ ΠΡΕΠΕΙ ΝΑ ΓΙΝΗ ΕΝ ΤΗ ΚΕΝΤΡΙΚΗ ΜΑΚΕΔΟΝΙΑ bbox=[939, 440, 1297, 456]
article-headline: Η ΣΟΒΑΡΑ ΚΡΙΣΙΣ bbox=[722, 766, 914, 793]
row-value: 35.000 bbox=[1530, 877, 1570, 891]
